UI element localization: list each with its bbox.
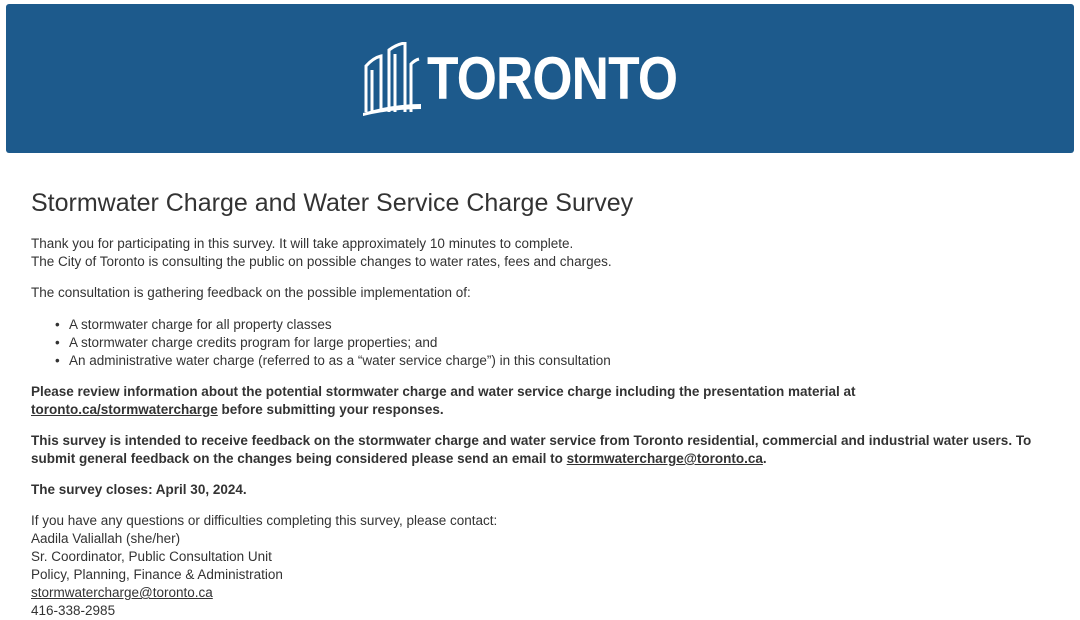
list-item: • A stormwater charge for all property classes: [55, 316, 1061, 334]
intended-notice: [31, 432, 1061, 468]
contact-intro: If you have any questions or difficulties completing this survey, please contact:: [31, 513, 498, 528]
contact-block: [31, 512, 1061, 620]
toronto-wordmark: TORONTO: [426, 44, 677, 112]
page-title: Stormwater Charge and Water Service Charge Survey: [31, 189, 634, 217]
contact-email-link[interactable]: stormwatercharge@toronto.ca: [31, 585, 213, 600]
review-text: Please review information about the potential stormwater charge and water service charge including the presentation material at: [31, 384, 856, 399]
contact-division: Policy, Planning, Finance & Administration: [31, 567, 283, 582]
review-notice: [31, 383, 1061, 419]
intended-text: This survey is intended to receive feedback on the stormwater charge and water service from Toronto residential, commercial and industrial water users. To submit general feedback on the changes being considered please send an email to: [31, 433, 1032, 466]
implementation-list: [31, 316, 1061, 370]
contact-phone: 416-338-2985: [31, 603, 116, 618]
stormwater-info-link[interactable]: toronto.ca/stormwatercharge: [31, 402, 218, 417]
intro-line-2: The City of Toronto is consulting the public on possible changes to water rates, fees and charges.: [31, 254, 612, 269]
survey-close-date: The survey closes: April 30, 2024.: [31, 482, 247, 497]
review-text-end: before submitting your responses.: [217, 402, 444, 417]
intended-end: .: [762, 451, 767, 466]
survey-intro: [31, 188, 1061, 620]
contact-name: Aadila Valiallah (she/her): [31, 531, 181, 546]
intro-line-1: Thank you for participating in this survey. It will take approximately 10 minutes to complete.: [31, 236, 574, 251]
intro-text: [31, 235, 1061, 271]
city-hall-icon: [363, 42, 421, 116]
consultation-intro: The consultation is gathering feedback on the possible implementation of:: [31, 285, 471, 300]
feedback-email-link[interactable]: stormwatercharge@toronto.ca: [566, 451, 763, 466]
list-item: • An administrative water charge (referred to as a “water service charge”) in this consultation: [55, 352, 1061, 370]
list-item: • A stormwater charge credits program for large properties; and: [55, 334, 1061, 352]
contact-title: Sr. Coordinator, Public Consultation Unit: [31, 549, 272, 564]
site-header: [6, 4, 1074, 153]
toronto-logo[interactable]: [363, 39, 718, 119]
